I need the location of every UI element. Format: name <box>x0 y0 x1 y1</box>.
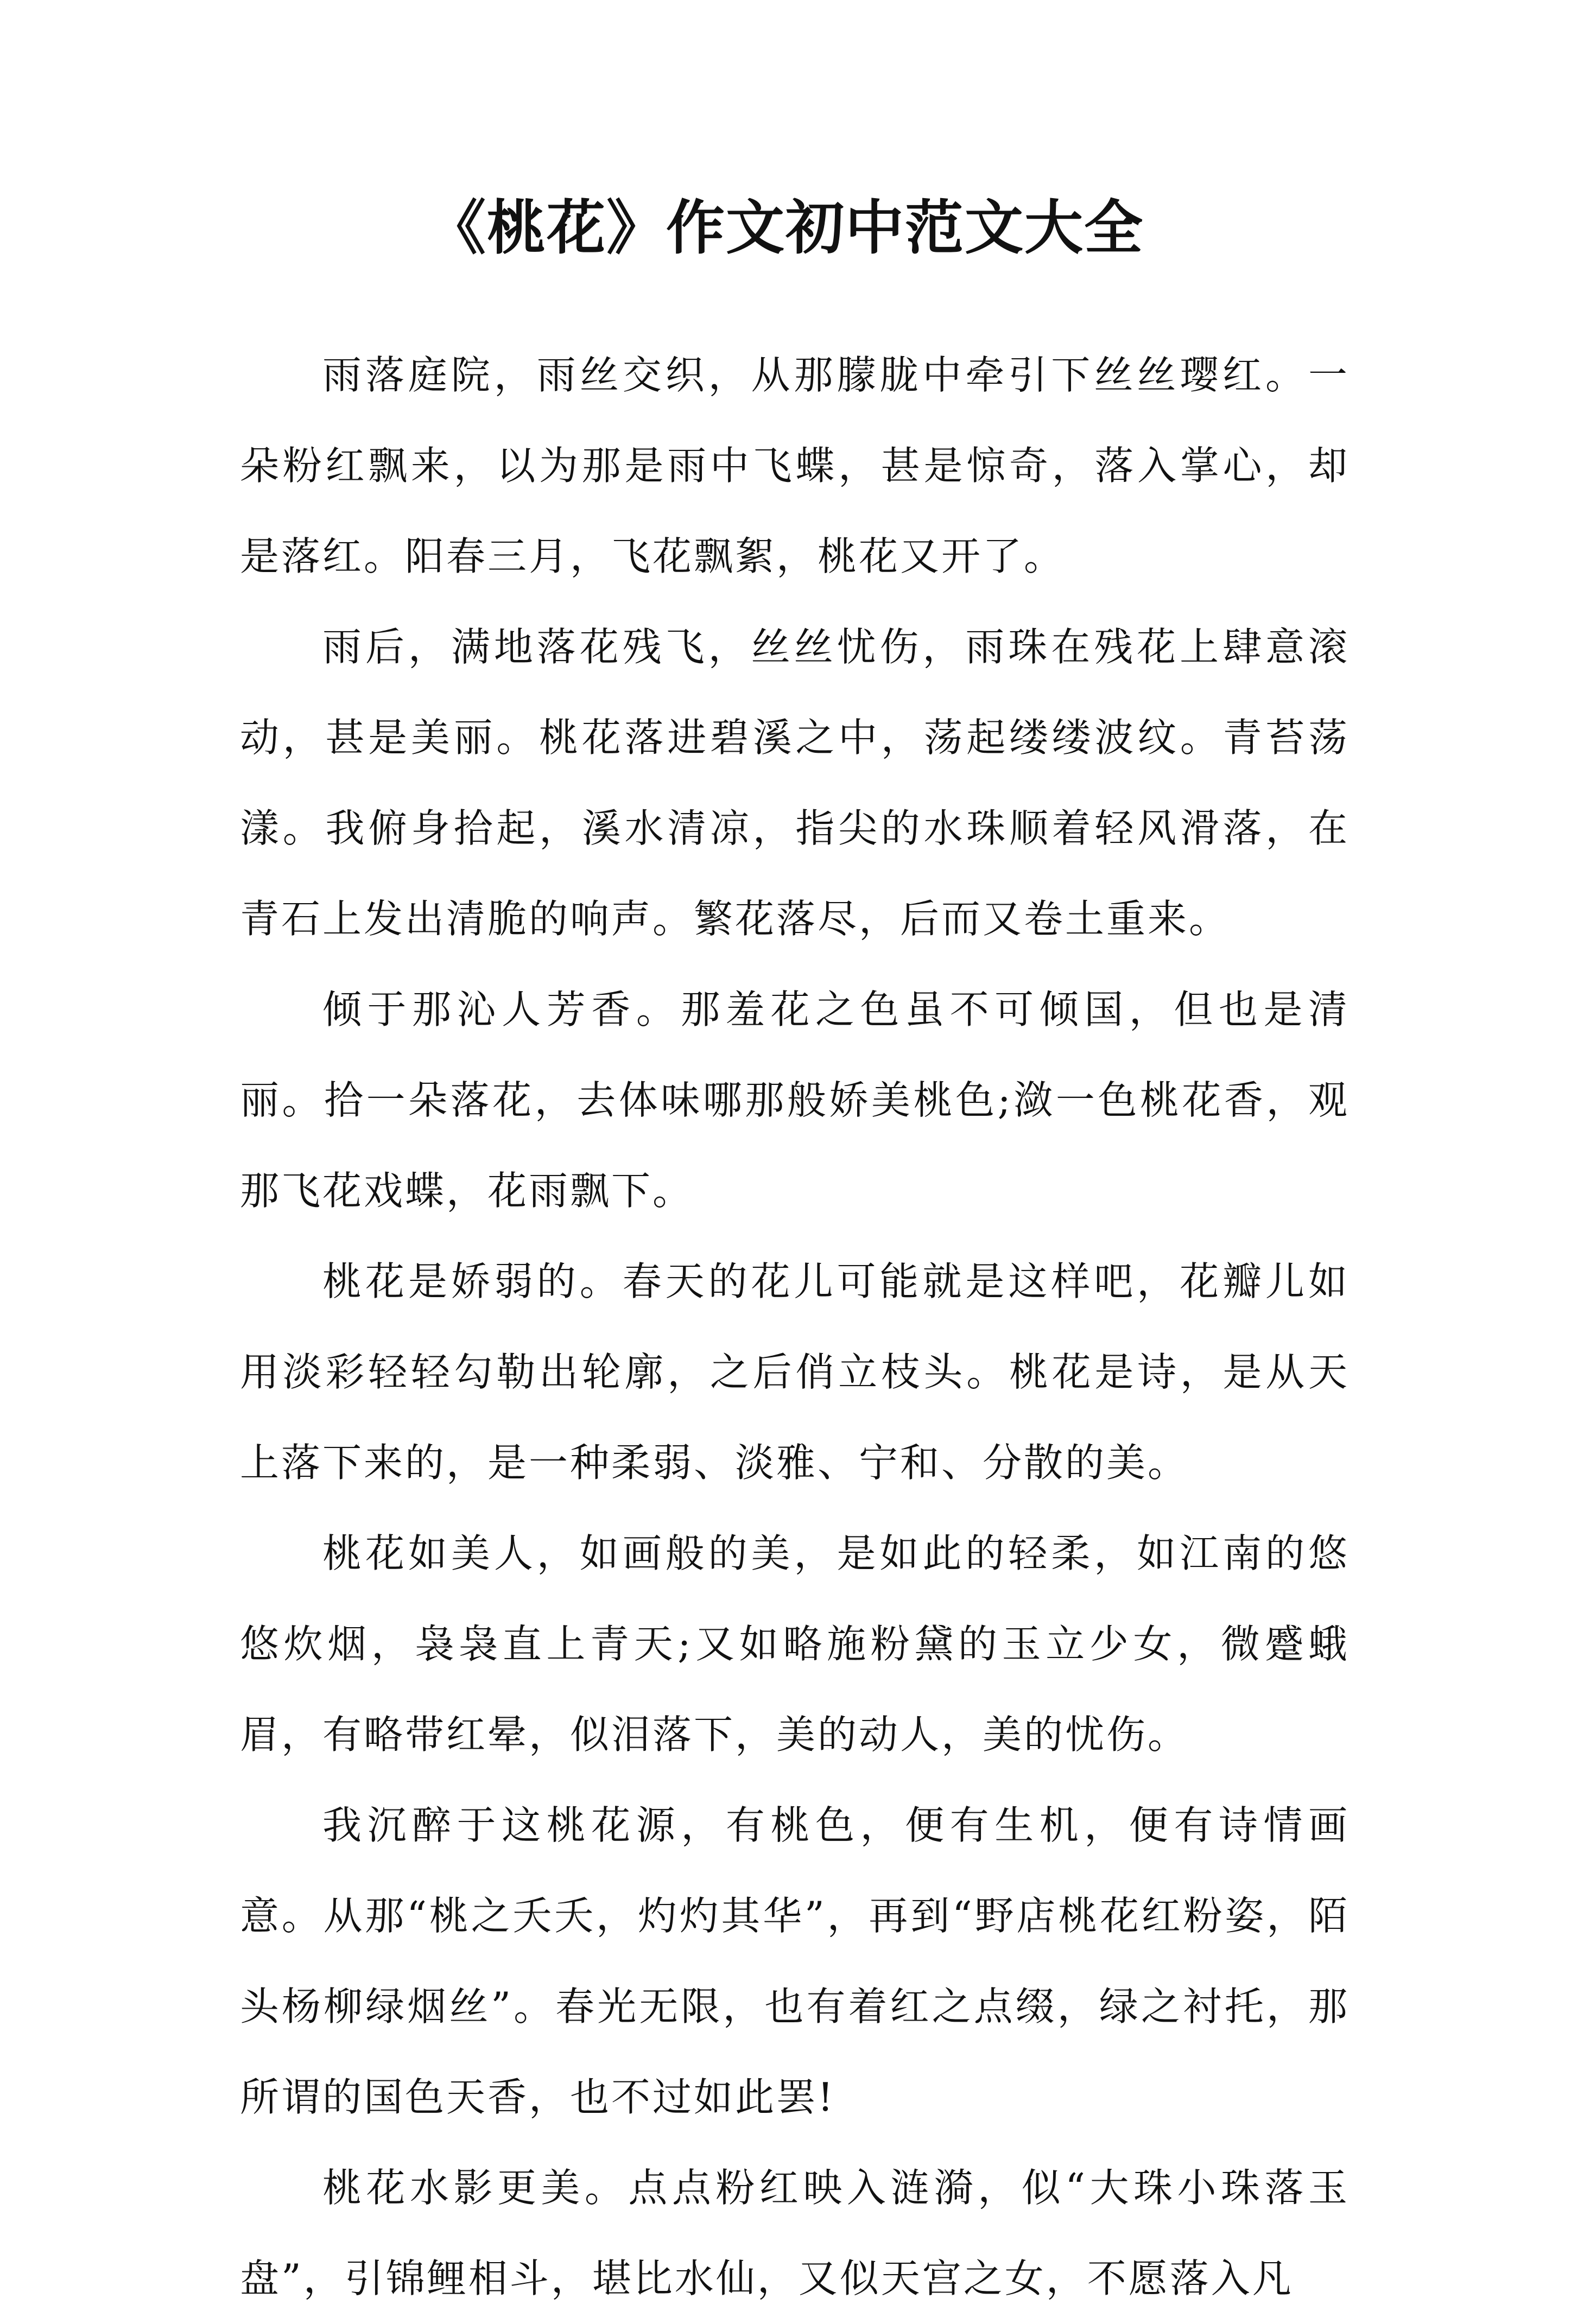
paragraph-4: 桃花是娇弱的。春天的花儿可能就是这样吧，花瓣儿如用淡彩轻轻勾勒出轮廓，之后俏立枝头。桃花是诗，是从天上落下来的，是一种柔弱、淡雅、宁和、分散的美。 <box>240 1259 1350 1485</box>
paragraph-7: 桃花水影更美。点点粉红映入涟漪，似“大珠小珠落玉盘”，引锦鲤相斗，堪比水仙，又似天宫之女，不愿落入凡 <box>240 2165 1350 2301</box>
paragraph-6: 我沉醉于这桃花源，有桃色，便有生机，便有诗情画意。从那“桃之夭夭，灼灼其华”，再到“野店桃花红粉姿，陌头杨柳绿烟丝”。春光无限，也有着红之点缀，绿之衬托，那所谓的国色天香，也不过如此罢! <box>240 1802 1350 2120</box>
document-title: 《桃花》作文初中范文大全 <box>427 194 1144 262</box>
paragraph-1: 雨落庭院，雨丝交织，从那朦胧中牵引下丝丝璎红。一朵粉红飘来，以为那是雨中飞蝶，甚是惊奇，落入掌心，却是落红。阳春三月，飞花飘絮，桃花又开了。 <box>240 352 1350 579</box>
paragraph-3: 倾于那沁人芳香。那羞花之色虽不可倾国，但也是清丽。拾一朵落花，去体味哪那般娇美桃色;潋一色桃花香，观那飞花戏蝶，花雨飘下。 <box>240 987 1350 1214</box>
paragraph-2: 雨后，满地落花残飞，丝丝忧伤，雨珠在残花上肆意滚动，甚是美丽。桃花落进碧溪之中，荡起缕缕波纹。青苔荡漾。我俯身拾起，溪水清凉，指尖的水珠顺着轻风滑落，在青石上发出清脆的响声。繁花落尽，后而又卷土重来。 <box>240 624 1350 942</box>
document-body <box>240 330 1350 2324</box>
paragraph-5: 桃花如美人，如画般的美，是如此的轻柔，如江南的悠悠炊烟，袅袅直上青天;又如略施粉黛的玉立少女，微蹙蛾眉，有略带红晕，似泪落下，美的动人，美的忧伤。 <box>240 1531 1350 1757</box>
